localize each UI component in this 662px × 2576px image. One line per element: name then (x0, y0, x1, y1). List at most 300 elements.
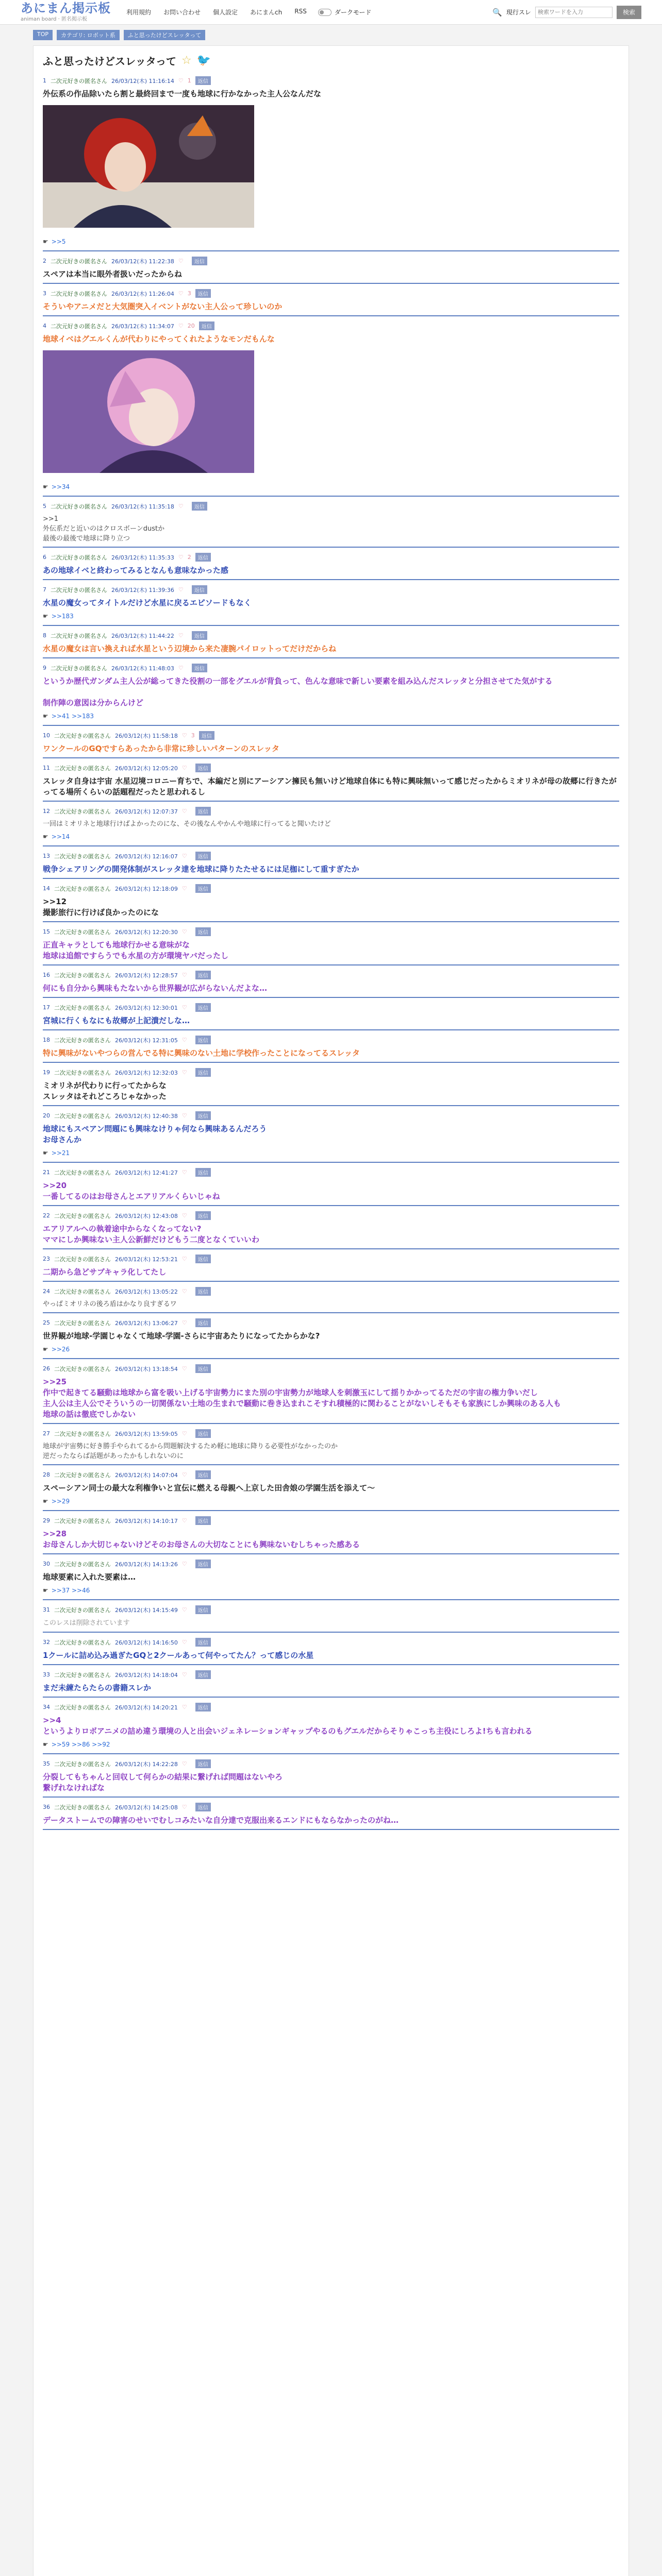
post-date: 26/03/12(木) 14:10:17 (115, 1517, 178, 1524)
like-icon[interactable]: ♡ (178, 323, 184, 329)
post-date: 26/03/12(木) 12:53:21 (115, 1256, 178, 1263)
thread-header (34, 46, 628, 71)
search-button[interactable]: 検索 (617, 6, 641, 19)
like-icon[interactable]: ♡ (178, 632, 184, 639)
post-number[interactable]: 12 (43, 808, 50, 815)
post-number[interactable]: 21 (43, 1169, 50, 1176)
post-image[interactable] (43, 105, 254, 228)
reply-refs (43, 483, 619, 490)
post (43, 879, 619, 922)
post-header (43, 1068, 619, 1077)
post-header (43, 852, 619, 860)
reply-button[interactable]: 返信 (195, 289, 211, 298)
post-number[interactable]: 14 (43, 885, 50, 892)
poster-name: 二次元好きの匿名さん (54, 1606, 111, 1614)
post-body: スレッタ自身は宇宙 水星辺境コロニー育ちで、本編だと別にアーシアン擁民も無いけど地球自体にも特に興味無いって感じだったからミオリネが母の故郷に行きたがってる場所くらいの話題程だったと思われるし (43, 776, 617, 796)
reply-button[interactable]: 返信 (195, 1318, 211, 1327)
post-date: 26/03/12(木) 13:59:05 (115, 1430, 178, 1437)
post-number[interactable]: 2 (43, 258, 46, 264)
post-number[interactable]: 8 (43, 632, 46, 639)
poster-name: 二次元好きの匿名さん (51, 503, 107, 510)
like-icon[interactable]: ♡ (178, 77, 184, 84)
post-date: 26/03/12(木) 14:25:08 (115, 1804, 178, 1811)
reply-button[interactable]: 返信 (195, 1255, 211, 1263)
post-header (43, 1168, 619, 1177)
post-number[interactable]: 29 (43, 1517, 50, 1524)
post-number[interactable]: 20 (43, 1112, 50, 1119)
poster-name: 二次元好きの匿名さん (54, 1639, 111, 1646)
reply-ref-links[interactable]: >>21 (51, 1149, 70, 1157)
thread-container (33, 45, 629, 2576)
post-body: エアリアルへの執着途中からなくなってない? ママにしか興味ない主人公新鮮だけどもう二度となくていいわ (43, 1224, 260, 1244)
poster-name: 二次元好きの匿名さん (51, 632, 107, 639)
post-date: 26/03/12(木) 11:48:03 (111, 665, 174, 672)
reply-button[interactable]: 返信 (195, 1470, 211, 1479)
nav-rss[interactable]: RSS (294, 8, 307, 15)
reply-refs (43, 1587, 619, 1594)
site-header (0, 0, 662, 25)
reply-button[interactable]: 返信 (195, 76, 211, 85)
post-number[interactable]: 15 (43, 928, 50, 935)
reply-button[interactable]: 返信 (195, 1068, 211, 1077)
poster-name: 二次元好きの匿名さん (54, 1671, 111, 1679)
top-nav (126, 8, 307, 16)
like-icon[interactable]: ♡ (181, 1517, 187, 1524)
post-date: 26/03/12(木) 11:22:38 (111, 258, 174, 265)
post-header (43, 664, 619, 672)
like-icon[interactable]: ♡ (181, 1112, 187, 1119)
dark-mode-label: ダークモード (334, 9, 372, 16)
post-number[interactable]: 32 (43, 1639, 50, 1646)
reply-button[interactable]: 返信 (192, 585, 207, 594)
like-count: 3 (191, 732, 195, 739)
reply-button[interactable]: 返信 (192, 631, 207, 640)
post-divider (43, 1829, 619, 1830)
post (43, 1554, 619, 1600)
star-icon[interactable]: ☆ (181, 54, 192, 67)
nav-terms[interactable]: 利用規約 (126, 9, 152, 16)
post-date: 26/03/12(木) 11:35:33 (111, 554, 174, 561)
post-number[interactable]: 34 (43, 1704, 50, 1710)
poster-name: 二次元好きの匿名さん (51, 258, 107, 265)
post-body: 水星の魔女は言い換えれば水星という辺境から来た凄腕パイロットってだけだからね (43, 644, 337, 653)
post-list (34, 71, 628, 1830)
reply-pointer-icon: ☛ (43, 1741, 48, 1748)
post-header (43, 1670, 619, 1679)
post-number[interactable]: 18 (43, 1037, 50, 1043)
reply-button[interactable]: 返信 (195, 1003, 211, 1012)
reply-button[interactable]: 返信 (195, 553, 211, 562)
reply-button[interactable]: 返信 (195, 1168, 211, 1177)
post (43, 626, 619, 658)
poster-name: 二次元好きの匿名さん (54, 1112, 111, 1120)
post (43, 1798, 619, 1830)
reply-button[interactable]: 返信 (195, 1211, 211, 1220)
post-number[interactable]: 33 (43, 1671, 50, 1678)
reply-button[interactable]: 返信 (195, 1111, 211, 1120)
post-number[interactable]: 25 (43, 1319, 50, 1326)
reply-button[interactable]: 返信 (192, 664, 207, 672)
post-number[interactable]: 6 (43, 554, 46, 561)
poster-name: 二次元好きの匿名さん (54, 1319, 111, 1327)
reply-button[interactable]: 返信 (195, 852, 211, 860)
reply-refs (43, 238, 619, 245)
post-date: 26/03/12(木) 13:18:54 (115, 1365, 178, 1372)
like-icon[interactable]: ♡ (181, 928, 187, 935)
post-number[interactable]: 13 (43, 853, 50, 859)
breadcrumb (0, 25, 662, 40)
post-header (43, 1211, 619, 1220)
post-body: 地球が宇宙勢に好き勝手やられてるから問題解決するため軽に地球に降りる必要性がなかったのか 逆だったならば話題があったかもしれないのに (43, 1443, 338, 1460)
like-icon[interactable]: ♡ (181, 1256, 187, 1262)
post-header (43, 1560, 619, 1568)
post (43, 1249, 619, 1282)
reply-button[interactable]: 返信 (192, 257, 207, 265)
site-logo[interactable] (21, 2, 111, 22)
post-number[interactable]: 7 (43, 586, 46, 593)
search-area (492, 6, 641, 19)
like-icon[interactable]: ♡ (181, 1704, 187, 1710)
search-input[interactable] (535, 7, 613, 18)
reply-button[interactable]: 返信 (195, 1605, 211, 1614)
post-header (43, 1703, 619, 1711)
post-date: 26/03/12(木) 12:18:09 (115, 885, 178, 892)
post-number[interactable]: 24 (43, 1288, 50, 1295)
post (43, 998, 619, 1030)
like-icon[interactable]: ♡ (181, 1288, 187, 1295)
post-number[interactable]: 35 (43, 1760, 50, 1767)
post (43, 1206, 619, 1249)
breadcrumb-thread[interactable]: ふと思ったけどスレッタって (124, 30, 205, 40)
reply-button[interactable]: 返信 (195, 1036, 211, 1044)
like-icon[interactable]: ♡ (181, 732, 187, 739)
post (43, 922, 619, 965)
post-body: スペーシアン同士の最大な利権争いと宣伝に燃える母親へ上京した田舎娘の学園生活を添えて〜 (43, 1483, 375, 1493)
reply-button[interactable]: 返信 (195, 1759, 211, 1768)
like-icon[interactable]: ♡ (181, 1037, 187, 1043)
poster-name: 二次元好きの匿名さん (54, 1704, 111, 1711)
post (43, 1511, 619, 1554)
post (43, 497, 619, 548)
post-date: 26/03/12(木) 11:39:36 (111, 586, 174, 594)
poster-name: 二次元好きの匿名さん (51, 290, 107, 297)
post-date: 26/03/12(木) 14:22:28 (115, 1760, 178, 1768)
logo-subtitle: animan board · 匿名掲示板 (21, 16, 88, 22)
like-icon[interactable]: ♡ (181, 885, 187, 892)
like-count: 2 (187, 554, 191, 561)
reply-pointer-icon: ☛ (43, 1498, 48, 1505)
poster-name: 二次元好きの匿名さん (51, 323, 107, 330)
reply-ref-links[interactable]: >>59 >>86 >>92 (51, 1741, 110, 1748)
post-header (43, 971, 619, 979)
poster-name: 二次元好きの匿名さん (51, 586, 107, 594)
post-date: 26/03/12(木) 11:26:04 (111, 290, 174, 297)
post-number[interactable]: 11 (43, 765, 50, 771)
post-date: 26/03/12(木) 12:07:37 (115, 808, 178, 815)
post-body: やっぱミオリネの後ろ盾はかなり良すぎるワ (43, 1300, 177, 1308)
reply-ref-links[interactable]: >>41 >>183 (51, 713, 94, 720)
post-header (43, 807, 619, 816)
post (43, 1106, 619, 1163)
reply-refs (43, 1346, 619, 1353)
reply-ref-links[interactable]: >>5 (51, 238, 66, 245)
reply-ref-links[interactable]: >>183 (51, 613, 74, 620)
reply-button[interactable]: 返信 (195, 884, 211, 893)
post (43, 284, 619, 316)
post-number[interactable]: 28 (43, 1471, 50, 1478)
search-scope[interactable]: 現行スレ (506, 9, 531, 16)
post-number[interactable]: 9 (43, 665, 46, 671)
post-header (43, 76, 619, 85)
like-icon[interactable]: ♡ (178, 503, 184, 510)
reply-button[interactable]: 返信 (195, 971, 211, 979)
post-body: >>28 お母さんしか大切じゃないけどそのお母さんの大切なことにも興味ないむしちゃった感ある (43, 1529, 360, 1549)
like-icon[interactable]: ♡ (178, 586, 184, 593)
logo-text: あにまん掲示板 (21, 1, 111, 15)
poster-name: 二次元好きの匿名さん (54, 1069, 111, 1076)
post-body: 水星の魔女ってタイトルだけど水星に戻るエピソードもなく (43, 598, 252, 607)
post-body: ミオリネが代わりに行ってたからな スレッタはそれどころじゃなかった (43, 1081, 167, 1101)
reply-button[interactable]: 返信 (199, 321, 214, 330)
post-body: 世界観が地球-学園じゃなくて地球-学園-さらに宇宙あたりになってたからかな? (43, 1331, 320, 1341)
post (43, 802, 619, 846)
breadcrumb-top[interactable]: TOP (33, 30, 53, 40)
post-date: 26/03/12(木) 11:34:07 (111, 323, 174, 330)
post-number[interactable]: 22 (43, 1212, 50, 1219)
reply-button[interactable]: 返信 (195, 1703, 211, 1711)
post-body: 一回はミオリネと地球行けばよかったのにな、その後なんやかんや地球に行ってると聞いたけど (43, 820, 331, 828)
nav-settings[interactable]: 個人設定 (213, 9, 238, 16)
post-date: 26/03/12(木) 13:06:27 (115, 1319, 178, 1327)
post-date: 26/03/12(木) 11:35:18 (111, 503, 174, 510)
like-icon[interactable]: ♡ (178, 665, 184, 671)
poster-name: 二次元好きの匿名さん (54, 808, 111, 815)
reply-ref-links[interactable]: >>29 (51, 1498, 70, 1505)
reply-button[interactable]: 返信 (199, 731, 214, 740)
post-number[interactable]: 27 (43, 1430, 50, 1437)
like-icon[interactable]: ♡ (181, 1430, 187, 1437)
post-header (43, 1111, 619, 1120)
post (43, 316, 619, 497)
like-icon[interactable]: ♡ (181, 1671, 187, 1678)
like-icon[interactable]: ♡ (181, 1639, 187, 1646)
post-body: スペアは本当に眼外者扱いだったからね (43, 269, 183, 279)
post-body: 宮城に行くもなにも故郷が上記潰だしな… (43, 1016, 190, 1025)
post-header (43, 1318, 619, 1327)
reply-button[interactable]: 返信 (195, 1516, 211, 1525)
post-body: >>12 撮影旅行に行けば良かったのにな (43, 897, 159, 917)
post-header (43, 731, 619, 740)
post-header (43, 1255, 619, 1263)
post (43, 1600, 619, 1633)
post (43, 1313, 619, 1359)
post-number[interactable]: 36 (43, 1804, 50, 1810)
post-body: >>1 外伝系だと近いのはクロスボーンdustか 最後の最後で地球に降り立つ (43, 515, 165, 543)
post-number[interactable]: 30 (43, 1561, 50, 1567)
post-body: 地球要素に入れた要素は… (43, 1572, 136, 1582)
reply-button[interactable]: 返信 (195, 807, 211, 816)
reply-button[interactable]: 返信 (195, 1670, 211, 1679)
like-icon[interactable]: ♡ (181, 853, 187, 859)
poster-name: 二次元好きの匿名さん (54, 1037, 111, 1044)
reply-ref-links[interactable]: >>14 (51, 833, 70, 840)
post-date: 26/03/12(木) 12:05:20 (115, 765, 178, 772)
reply-pointer-icon: ☛ (43, 1149, 48, 1157)
reply-button[interactable]: 返信 (195, 1803, 211, 1811)
post-body: 地球にもスペアン問題にも興味なけりゃ何なら興味あるんだろう お母さんか (43, 1124, 267, 1144)
post (43, 1063, 619, 1106)
like-icon[interactable]: ♡ (181, 972, 187, 978)
like-icon[interactable]: ♡ (181, 1004, 187, 1011)
like-icon[interactable]: ♡ (181, 1069, 187, 1076)
reply-refs (43, 833, 619, 840)
post-body: あの地球イベと終わってみるとなんも意味なかった感 (43, 566, 228, 575)
post-header (43, 1036, 619, 1044)
like-count: 1 (187, 77, 191, 84)
post-date: 26/03/12(木) 13:05:22 (115, 1288, 178, 1295)
post-date: 26/03/12(木) 12:41:27 (115, 1169, 178, 1176)
post-number[interactable]: 3 (43, 290, 46, 297)
post-header (43, 1470, 619, 1479)
poster-name: 二次元好きの匿名さん (54, 972, 111, 979)
post-body: というか歴代ガンダム主人公が総ってきた役割の一部をグエルが背負って、色んな意味で新しい要素を組み込んだスレッタと分担させてた気がする 制作陣の意図は分からんけど (43, 676, 553, 707)
poster-name: 二次元好きの匿名さん (54, 1804, 111, 1811)
post-header (43, 1759, 619, 1768)
post-date: 26/03/12(木) 11:16:14 (111, 77, 174, 84)
reply-button[interactable]: 返信 (195, 927, 211, 936)
post-header (43, 1429, 619, 1438)
reply-pointer-icon: ☛ (43, 1346, 48, 1353)
reply-button[interactable]: 返信 (195, 1287, 211, 1296)
post-date: 26/03/12(木) 12:32:03 (115, 1069, 178, 1076)
post-header (43, 553, 619, 562)
post-header (43, 884, 619, 893)
search-scope-icon[interactable]: 🔍 (492, 7, 502, 17)
poster-name: 二次元好きの匿名さん (54, 1517, 111, 1524)
post-number[interactable]: 4 (43, 323, 46, 329)
reply-button[interactable]: 返信 (195, 764, 211, 772)
post-header (43, 631, 619, 640)
dark-mode-toggle[interactable] (318, 8, 372, 16)
reply-ref-links[interactable]: >>26 (51, 1346, 70, 1353)
post-body: ワンクールのGQですらあったから非常に珍しいパターンのスレッタ (43, 744, 279, 753)
post-number[interactable]: 10 (43, 732, 50, 739)
post-body: 特に興味がないやつらの営んでる特に興味のない土地に学校作ったことになってるスレッタ (43, 1048, 360, 1058)
like-icon[interactable]: ♡ (181, 1606, 187, 1613)
like-icon[interactable]: ♡ (178, 258, 184, 264)
post-body: そういやアニメだと大気圏突入イベントがない主人公って珍しいのか (43, 302, 283, 311)
like-icon[interactable]: ♡ (181, 1169, 187, 1176)
like-icon[interactable]: ♡ (181, 1212, 187, 1219)
post-date: 26/03/12(木) 12:16:07 (115, 853, 178, 860)
post-number[interactable]: 19 (43, 1069, 50, 1076)
reply-pointer-icon: ☛ (43, 713, 48, 720)
like-icon[interactable]: ♡ (181, 1561, 187, 1567)
reply-pointer-icon: ☛ (43, 833, 48, 840)
post-date: 26/03/12(木) 12:30:01 (115, 1004, 178, 1011)
reply-button[interactable]: 返信 (192, 502, 207, 511)
poster-name: 二次元好きの匿名さん (54, 885, 111, 892)
post (43, 580, 619, 626)
post-body: >>25 作中で起きてる騒動は地球から富を吸い上げる宇宙勢力にまた別の宇宙勢力が地球人を刺激玉にして揺りかかってるただの宇宙の権力争いだし 主人公は主人公でそういうの一切関係ない土地の生まれで騒動に巻き込まれこそすれ積極的に関わることがないしそもそも家族にしか興味のある人も 地球の話は徹底でしかない (43, 1377, 561, 1419)
reply-button[interactable]: 返信 (195, 1429, 211, 1438)
breadcrumb-category[interactable]: カテゴリ: ロボット系 (57, 30, 120, 40)
like-icon[interactable]: ♡ (181, 1760, 187, 1767)
reply-button[interactable]: 返信 (195, 1638, 211, 1647)
post-number[interactable]: 16 (43, 972, 50, 978)
reply-refs (43, 1498, 619, 1505)
nav-contact[interactable]: お問い合わせ (163, 9, 201, 16)
post (43, 846, 619, 879)
post-header (43, 1364, 619, 1373)
reply-button[interactable]: 返信 (195, 1560, 211, 1568)
post-number[interactable]: 5 (43, 503, 46, 510)
poster-name: 二次元好きの匿名さん (54, 1169, 111, 1176)
post-number[interactable]: 17 (43, 1004, 50, 1011)
post (43, 658, 619, 726)
reply-pointer-icon: ☛ (43, 613, 48, 620)
post (43, 251, 619, 284)
reply-refs (43, 613, 619, 620)
reply-ref-links[interactable]: >>37 >>46 (51, 1587, 90, 1594)
post-header (43, 1516, 619, 1525)
poster-name: 二次元好きの匿名さん (54, 1561, 111, 1568)
post-number[interactable]: 23 (43, 1256, 50, 1262)
like-icon[interactable]: ♡ (181, 808, 187, 815)
post (43, 1633, 619, 1665)
post-header (43, 927, 619, 936)
poster-name: 二次元好きの匿名さん (54, 1471, 111, 1479)
like-icon[interactable]: ♡ (178, 554, 184, 561)
post-header (43, 321, 619, 330)
post-number[interactable]: 26 (43, 1365, 50, 1372)
reply-pointer-icon: ☛ (43, 483, 48, 490)
like-icon[interactable]: ♡ (181, 765, 187, 771)
poster-name: 二次元好きの匿名さん (54, 1256, 111, 1263)
post-body: >>20 一番してるのはお母さんとエアリアルくらいじゃね (43, 1181, 220, 1201)
post-body: このレスは削除されています (43, 1619, 130, 1627)
post (43, 1359, 619, 1424)
like-icon[interactable]: ♡ (181, 1804, 187, 1810)
post-header (43, 1638, 619, 1647)
post-number[interactable]: 1 (43, 77, 46, 84)
post-body: >>4 というよりロボアニメの詰め違う環境の人と出会いジェネレーションギャップやるのもグエルだからそりゃこっち主役にしろよ!ちも言われる (43, 1716, 533, 1736)
post (43, 965, 619, 998)
post-number[interactable]: 31 (43, 1606, 50, 1613)
post-body: 二期から急どサブキャラ化してたし (43, 1267, 167, 1277)
nav-animanch[interactable]: あにまんch (250, 9, 283, 16)
post-image[interactable] (43, 350, 254, 473)
poster-name: 二次元好きの匿名さん (51, 554, 107, 561)
reply-button[interactable]: 返信 (195, 1364, 211, 1373)
post (43, 1665, 619, 1698)
twitter-icon[interactable]: 🐦 (196, 54, 211, 67)
like-icon[interactable]: ♡ (181, 1319, 187, 1326)
poster-name: 二次元好きの匿名さん (54, 1288, 111, 1295)
post-date: 26/03/12(木) 12:28:57 (115, 972, 178, 979)
post (43, 71, 619, 251)
post-header (43, 502, 619, 511)
like-icon[interactable]: ♡ (178, 290, 184, 297)
poster-name: 二次元好きの匿名さん (54, 732, 111, 739)
post-date: 26/03/12(木) 12:43:08 (115, 1212, 178, 1219)
toggle-switch-icon[interactable] (318, 9, 332, 16)
like-icon[interactable]: ♡ (181, 1471, 187, 1478)
like-icon[interactable]: ♡ (181, 1365, 187, 1372)
post-body: データストームでの障害のせいでむしコみたいな自分達で克服出来るエンドにもならなかったのがね… (43, 1816, 399, 1825)
post-header (43, 289, 619, 298)
reply-ref-links[interactable]: >>34 (51, 483, 70, 490)
